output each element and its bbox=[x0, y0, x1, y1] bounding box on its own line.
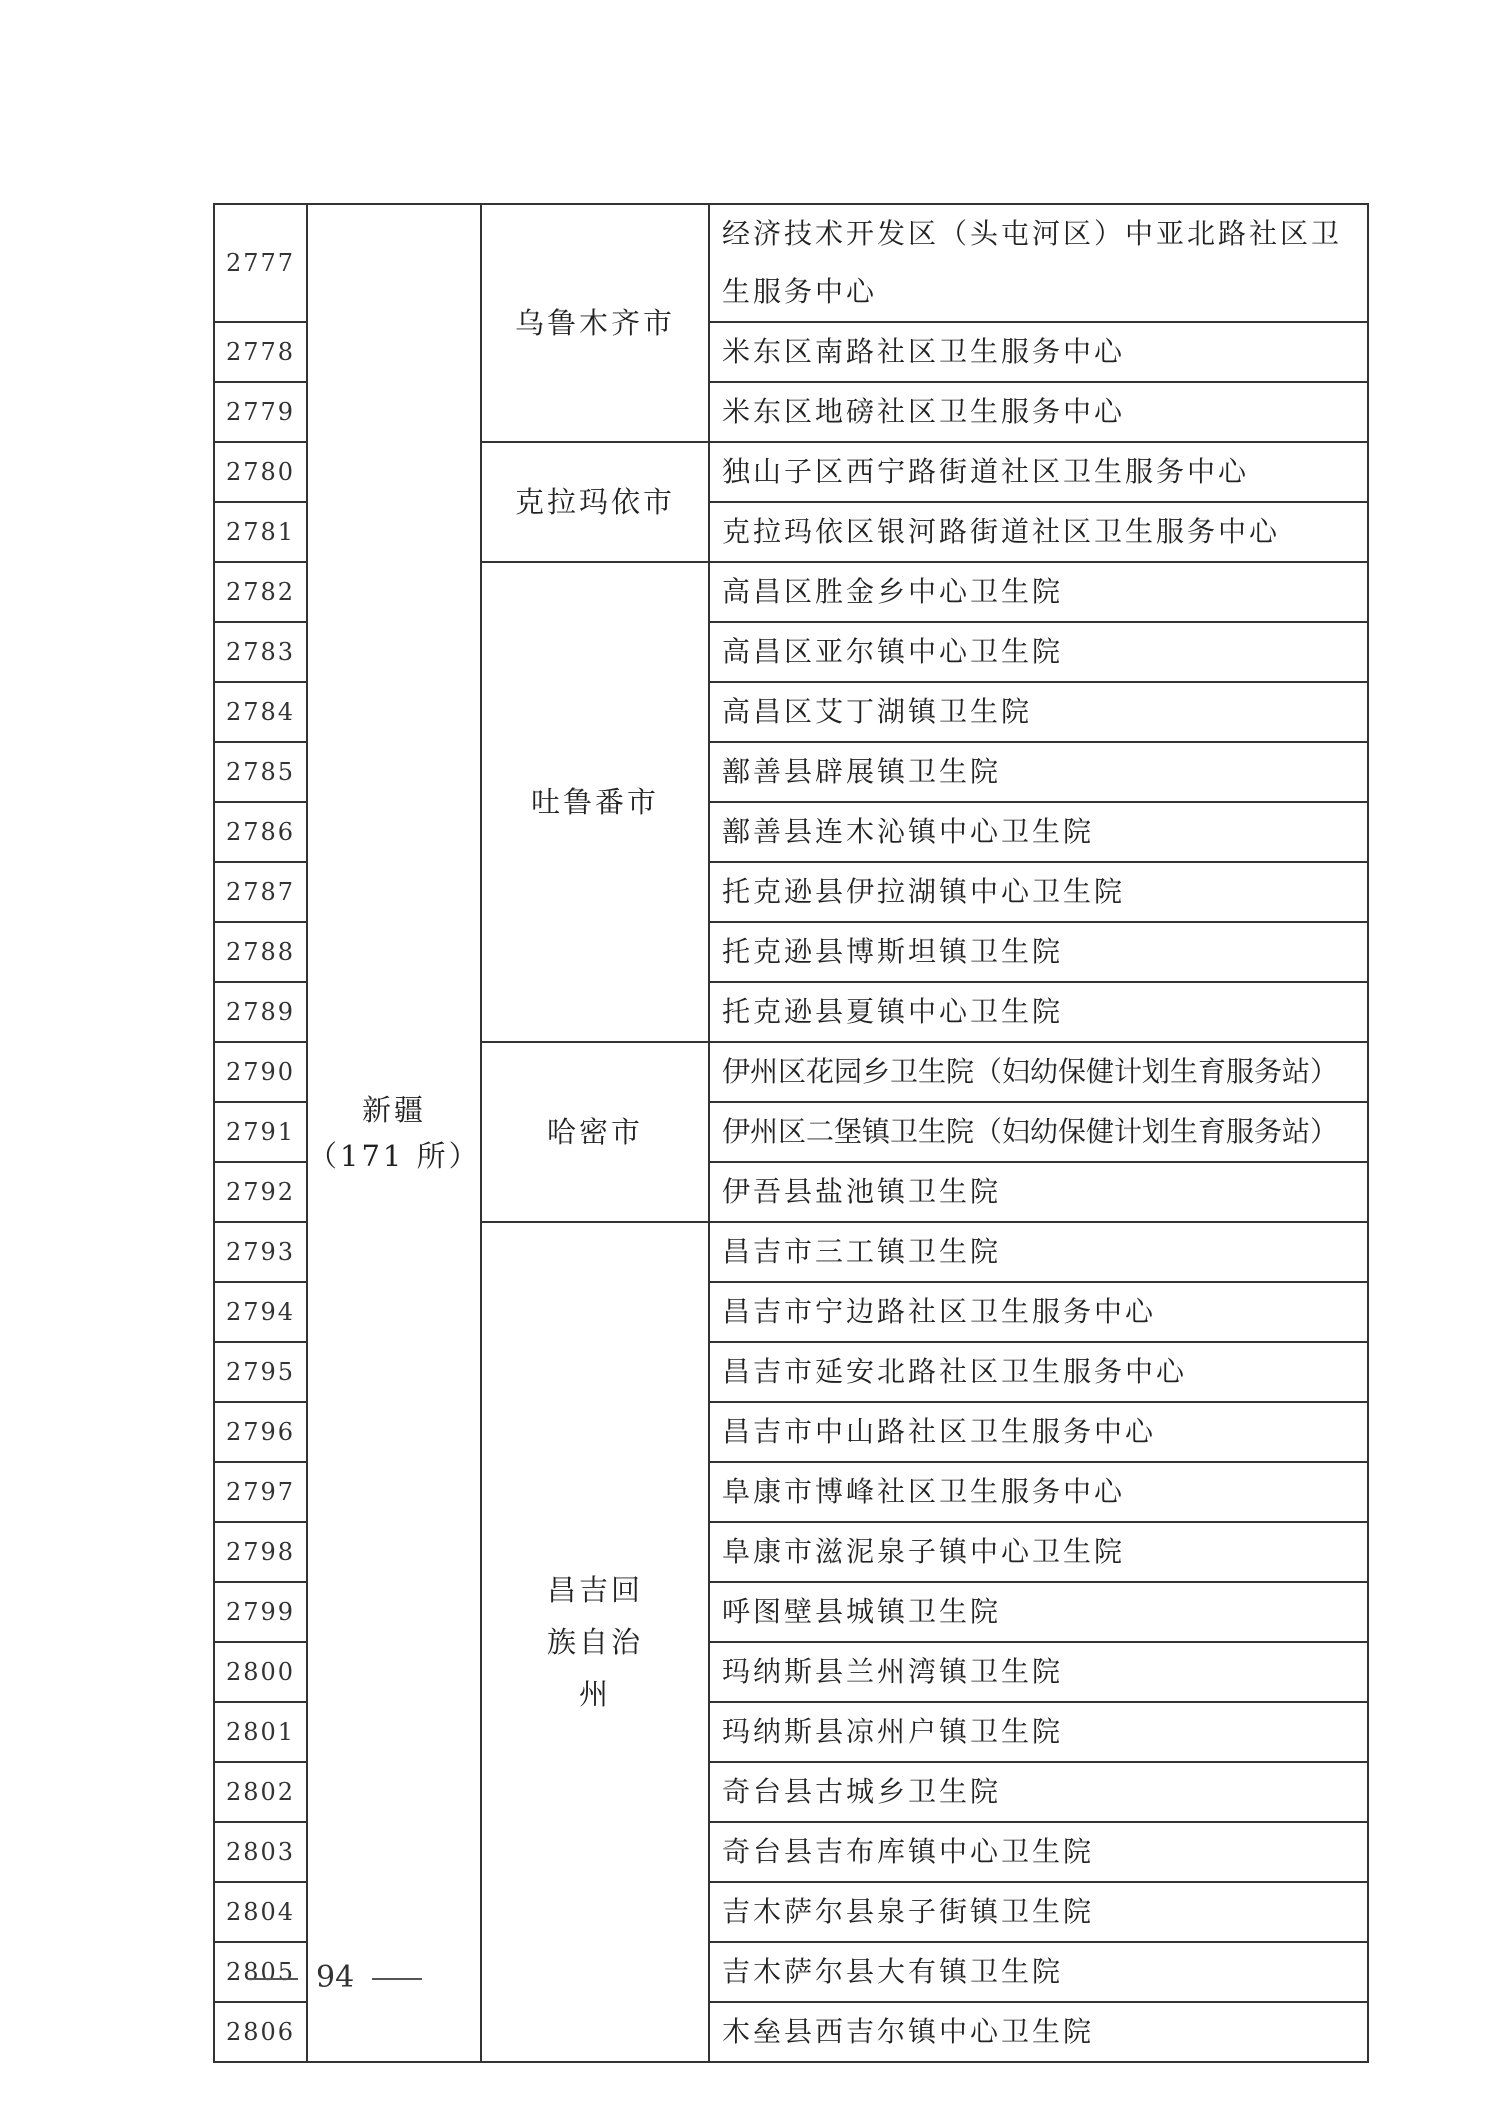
institution-name: 鄯善县辟展镇卫生院 bbox=[709, 742, 1368, 802]
institution-name: 托克逊县夏镇中心卫生院 bbox=[709, 982, 1368, 1042]
row-number: 2803 bbox=[214, 1822, 307, 1882]
row-number: 2784 bbox=[214, 682, 307, 742]
province-cell bbox=[307, 204, 481, 2062]
institution-name: 玛纳斯县兰州湾镇卫生院 bbox=[709, 1642, 1368, 1702]
city-cell bbox=[481, 204, 709, 442]
institution-name: 高昌区艾丁湖镇卫生院 bbox=[709, 682, 1368, 742]
institution-name: 昌吉市三工镇卫生院 bbox=[709, 1222, 1368, 1282]
city-name: 克拉玛依市 bbox=[514, 485, 675, 519]
city-cell bbox=[481, 1222, 709, 2062]
row-number: 2780 bbox=[214, 442, 307, 502]
institution-name: 昌吉市延安北路社区卫生服务中心 bbox=[709, 1342, 1368, 1402]
row-number: 2781 bbox=[214, 502, 307, 562]
row-number: 2797 bbox=[214, 1462, 307, 1522]
city-cell bbox=[481, 442, 709, 562]
row-number: 2806 bbox=[214, 2002, 307, 2062]
row-number: 2785 bbox=[214, 742, 307, 802]
row-number: 2777 bbox=[214, 204, 307, 322]
institution-name: 鄯善县连木沁镇中心卫生院 bbox=[709, 802, 1368, 862]
city-name: 昌吉回族自治州 bbox=[546, 1573, 643, 1711]
row-number: 2782 bbox=[214, 562, 307, 622]
institution-name: 玛纳斯县凉州户镇卫生院 bbox=[709, 1702, 1368, 1762]
row-number: 2789 bbox=[214, 982, 307, 1042]
institution-name: 克拉玛依区银河路街道社区卫生服务中心 bbox=[709, 502, 1368, 562]
right-dash bbox=[372, 1978, 422, 1980]
province-count: （171 所） bbox=[308, 1139, 481, 1173]
row-number: 2802 bbox=[214, 1762, 307, 1822]
institution-name: 米东区地磅社区卫生服务中心 bbox=[709, 382, 1368, 442]
institution-name: 奇台县古城乡卫生院 bbox=[709, 1762, 1368, 1822]
row-number: 2804 bbox=[214, 1882, 307, 1942]
institution-name: 奇台县吉布库镇中心卫生院 bbox=[709, 1822, 1368, 1882]
table-row bbox=[214, 204, 1368, 322]
row-number: 2779 bbox=[214, 382, 307, 442]
institution-name: 伊州区二堡镇卫生院（妇幼保健计划生育服务站） bbox=[709, 1102, 1368, 1162]
institution-table bbox=[213, 203, 1369, 2063]
row-number: 2791 bbox=[214, 1102, 307, 1162]
institution-name: 吉木萨尔县泉子街镇卫生院 bbox=[709, 1882, 1368, 1942]
row-number: 2787 bbox=[214, 862, 307, 922]
row-number: 2805 bbox=[214, 1942, 307, 2002]
institution-name: 高昌区胜金乡中心卫生院 bbox=[709, 562, 1368, 622]
city-name: 吐鲁番市 bbox=[530, 785, 659, 819]
row-number: 2795 bbox=[214, 1342, 307, 1402]
row-number: 2801 bbox=[214, 1702, 307, 1762]
institution-name: 昌吉市中山路社区卫生服务中心 bbox=[709, 1402, 1368, 1462]
institution-name: 阜康市博峰社区卫生服务中心 bbox=[709, 1462, 1368, 1522]
row-number: 2778 bbox=[214, 322, 307, 382]
row-number: 2793 bbox=[214, 1222, 307, 1282]
institution-name: 吉木萨尔县大有镇卫生院 bbox=[709, 1942, 1368, 2002]
row-number: 2792 bbox=[214, 1162, 307, 1222]
page-number bbox=[230, 1960, 440, 1995]
city-cell bbox=[481, 1042, 709, 1222]
left-dash bbox=[248, 1978, 298, 1980]
institution-name: 高昌区亚尔镇中心卫生院 bbox=[709, 622, 1368, 682]
institution-name: 伊吾县盐池镇卫生院 bbox=[709, 1162, 1368, 1222]
institution-name: 独山子区西宁路街道社区卫生服务中心 bbox=[709, 442, 1368, 502]
institution-name: 托克逊县伊拉湖镇中心卫生院 bbox=[709, 862, 1368, 922]
row-number: 2790 bbox=[214, 1042, 307, 1102]
city-name: 乌鲁木齐市 bbox=[514, 306, 675, 340]
row-number: 2783 bbox=[214, 622, 307, 682]
city-name: 哈密市 bbox=[546, 1115, 643, 1149]
province-name: 新疆 bbox=[361, 1093, 426, 1127]
row-number: 2786 bbox=[214, 802, 307, 862]
page-number-text: 94 bbox=[316, 1960, 355, 1995]
institution-name: 托克逊县博斯坦镇卫生院 bbox=[709, 922, 1368, 982]
institution-name: 阜康市滋泥泉子镇中心卫生院 bbox=[709, 1522, 1368, 1582]
institution-name: 呼图壁县城镇卫生院 bbox=[709, 1582, 1368, 1642]
institution-name: 米东区南路社区卫生服务中心 bbox=[709, 322, 1368, 382]
city-cell bbox=[481, 562, 709, 1042]
institution-name: 经济技术开发区（头屯河区）中亚北路社区卫生服务中心 bbox=[709, 204, 1368, 322]
institution-name: 昌吉市宁边路社区卫生服务中心 bbox=[709, 1282, 1368, 1342]
row-number: 2798 bbox=[214, 1522, 307, 1582]
row-number: 2788 bbox=[214, 922, 307, 982]
row-number: 2800 bbox=[214, 1642, 307, 1702]
institution-name: 伊州区花园乡卫生院（妇幼保健计划生育服务站） bbox=[709, 1042, 1368, 1102]
row-number: 2796 bbox=[214, 1402, 307, 1462]
row-number: 2794 bbox=[214, 1282, 307, 1342]
institution-name: 木垒县西吉尔镇中心卫生院 bbox=[709, 2002, 1368, 2062]
row-number: 2799 bbox=[214, 1582, 307, 1642]
